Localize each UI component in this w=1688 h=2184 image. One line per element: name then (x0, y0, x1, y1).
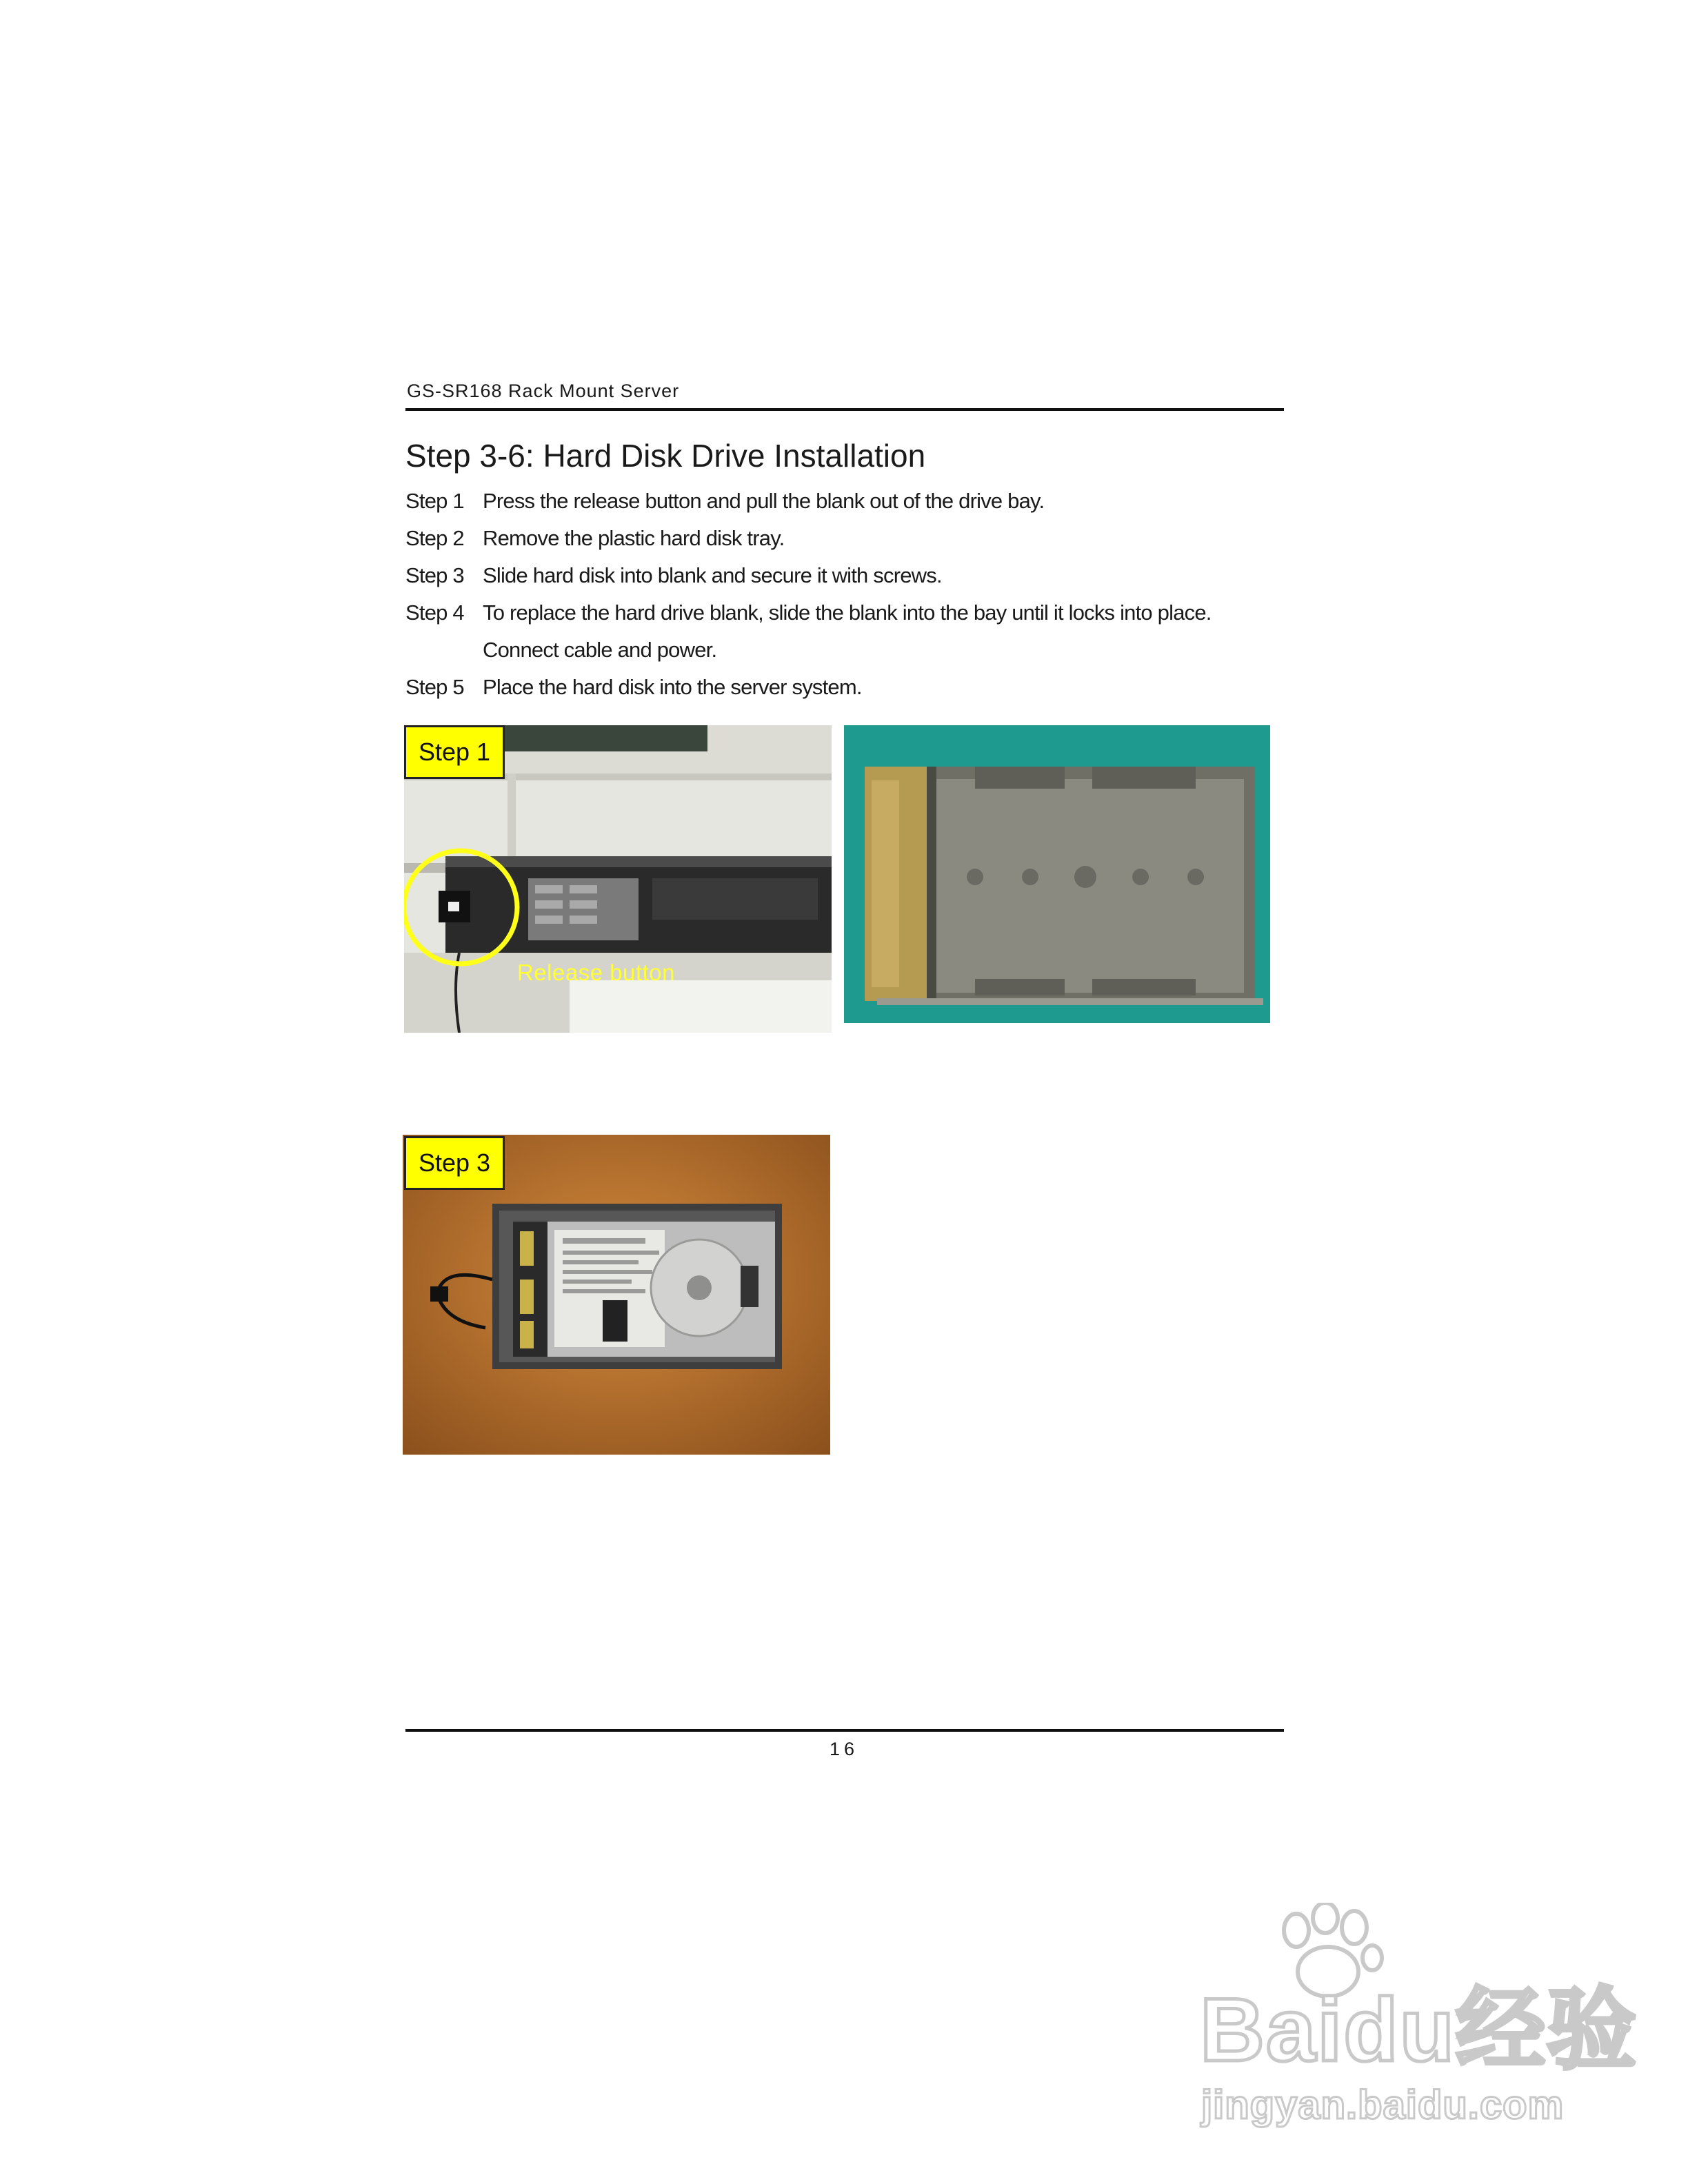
step-text: Place the hard disk into the server system. (483, 675, 862, 699)
step-item (405, 520, 1288, 557)
step-number: Step 4 (405, 600, 464, 625)
plastic-tray-illustration (844, 725, 1270, 1023)
release-button-callout: Release button (517, 960, 675, 985)
photo-step2-plastic-tray (844, 725, 1270, 1023)
section-title: Step 3-6: Hard Disk Drive Installation (405, 438, 926, 474)
photo-step3-hard-disk (403, 1135, 830, 1455)
page-number: 16 (829, 1739, 859, 1759)
step-text: Remove the plastic hard disk tray. (483, 526, 785, 550)
step-item (405, 669, 1288, 706)
step-number: Step 1 (405, 489, 464, 513)
step-tag: Step 3 (404, 1136, 505, 1190)
watermark-url: jingyan.baidu.com (1201, 2083, 1565, 2127)
step-item (405, 557, 1288, 594)
step-number: Step 3 (405, 563, 464, 587)
step-number: Step 5 (405, 675, 464, 699)
step-tag: Step 1 (404, 725, 505, 779)
step-text: Press the release button and pull the blank out of the drive bay. (483, 489, 1045, 513)
watermark-brand: Baidu经验 (1200, 1979, 1638, 2080)
header-rule (405, 408, 1284, 411)
step-item (405, 483, 1288, 520)
steps-list (405, 483, 1288, 706)
running-header: GS-SR168 Rack Mount Server (407, 381, 680, 401)
step-number: Step 2 (405, 526, 464, 550)
step-text: Slide hard disk into blank and secure it with screws. (483, 563, 942, 587)
photo-step1-server-rack (404, 725, 832, 1033)
footer-rule (405, 1729, 1284, 1732)
step-text: To replace the hard drive blank, slide the blank into the bay until it locks into place. Connect cable and power. (483, 600, 1212, 662)
step-item (405, 594, 1288, 669)
